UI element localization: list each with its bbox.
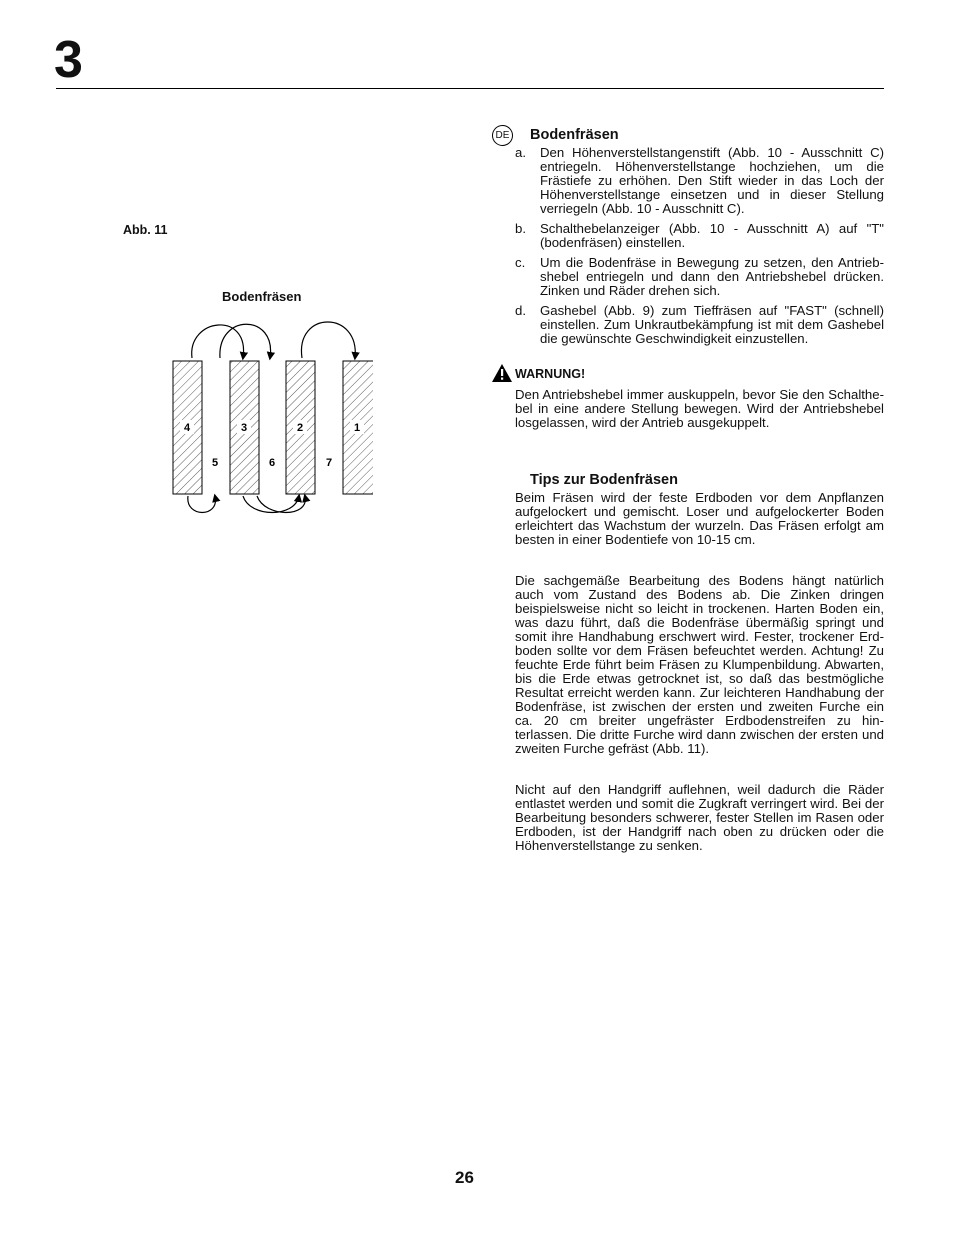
tips-paragraph-2: Die sachgemäße Bearbeitung des Bodens hängt natürlich auch vom Zustand des Bodens ab. Die Zinken dringen beispielsweise nicht so leicht in trockenen. Harten Boden ein, was dazu führt, daß die Bodenfräse übermäßig springt und somit ihre Handhabung erschwert wird. Fester, trockener Erd-boden sollte vor dem Fräsen befeuchtet werden. Achtung! Zu feuchte Erde führt beim Fräsen zu Klumpenbildung. Abwarten, bis die Erde etwas getrocknet ist, so daß das bestmögliche Resultat erreicht werden kann. Zur leichteren Handhabung der Bodenfräse, ist zwischen der ersten und zweiten Furche ein ca. 20 cm breiter ungefräster Erdbodenstreifen zu hin-terlassen. Die dritte Furche wird dann zwischen der ersten und zweiten Furche gefräst (Abb. 11). <box>515 573 884 756</box>
section-title: Bodenfräsen <box>530 127 619 143</box>
figure-label: Abb. 11 <box>123 223 168 237</box>
step-text: Um die Bodenfräse in Bewegung zu setzen, den Antrieb-shebel entriegeln und dann den Antriebshebel drücken. Zinken und Räder drehen sich. <box>540 255 884 298</box>
tips-paragraph-1: Beim Fräsen wird der feste Erdboden vor dem Anpflanzen aufgelockert und gemischt. Loser und aufgelockerter Boden erleichtert das Wachstum der wurzeln. Das Fräsen erfolgt am besten in einer Bodentiefe von 10-15 cm. <box>515 490 884 547</box>
step-marker: c. <box>515 255 526 270</box>
figure-title: Bodenfräsen <box>222 289 302 304</box>
warning-title: WARNUNG! <box>515 367 586 381</box>
list-item <box>515 146 884 216</box>
gap-number-7: 7 <box>325 457 333 469</box>
tips-title: Tips zur Bodenfräsen <box>530 472 678 488</box>
section-heading <box>495 126 884 144</box>
gap-number-6: 6 <box>268 457 276 469</box>
page-number: 26 <box>455 1168 474 1187</box>
turn-arrow-top-right <box>301 322 355 358</box>
turn-arrow-top-middle <box>220 324 271 358</box>
turn-arrow-top-left <box>192 325 244 358</box>
strip-number-4: 4 <box>183 422 191 434</box>
list-item <box>515 222 884 250</box>
list-item <box>515 304 884 346</box>
instructions-column <box>495 126 884 853</box>
warning-heading <box>515 366 884 382</box>
step-text: Den Höhenverstellstangenstift (Abb. 10 - Ausschnitt C) entriegeln. Höhenverstellstange hochziehen, um die Frästiefe zu erhöhen. Den Stift wieder in das Loch der Höhenverstellstange einsetzen und in dieser Stellung verriegeln (Abb. 10 - Ausschnitt C). <box>540 145 884 216</box>
strip-number-1: 1 <box>353 422 361 434</box>
header-divider <box>56 88 884 89</box>
turn-arrow-bottom-left <box>188 496 216 513</box>
chapter-number: 3 <box>54 31 82 89</box>
step-marker: b. <box>515 221 526 236</box>
strip-number-3: 3 <box>240 422 248 434</box>
tips-paragraph-3: Nicht auf den Handgriff auflehnen, weil dadurch die Räder entlastet werden und somit die Zugkraft verringert wird. Bei der Bearbeitung besonders schwerer, fester Stellen im Rasen oder Erdboden, ist der Handgriff nach oben zu drücken oder die Höhenverstellstange zu senken. <box>515 782 884 853</box>
step-marker: a. <box>515 145 526 160</box>
warning-text: Den Antriebshebel immer auskuppeln, bevor Sie den Schalthe-bel in eine andere Stellung bewegen. Wird der Antriebshebel losgelassen, wird der Antrieb ausgekuppelt. <box>515 387 884 430</box>
gap-number-5: 5 <box>211 457 219 469</box>
step-text: Gashebel (Abb. 9) zum Tieffräsen auf "FAST" (schnell) einstellen. Zum Unkrautbekämpfung ist mit dem Gashebel die gewünschte Geschwindigkeit einzustellen. <box>540 303 884 346</box>
language-badge: DE <box>492 125 513 146</box>
step-text: Schalthebelanzeiger (Abb. 10 - Ausschnitt A) auf "T" (bodenfräsen) einstellen. <box>540 221 884 250</box>
list-item <box>515 256 884 298</box>
step-marker: d. <box>515 303 526 318</box>
tilling-pattern-diagram <box>165 318 380 518</box>
strip-number-2: 2 <box>296 422 304 434</box>
step-list <box>515 146 884 346</box>
warning-triangle-icon <box>491 363 513 383</box>
